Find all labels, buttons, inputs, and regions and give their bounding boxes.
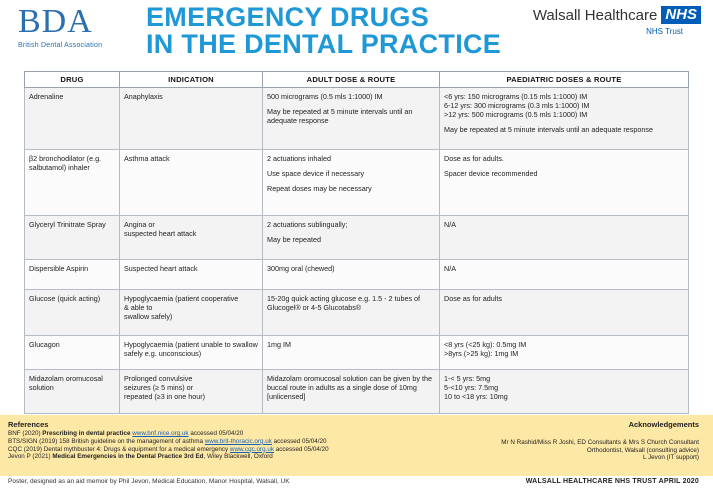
table-row bbox=[25, 88, 689, 150]
bottom-bar bbox=[0, 476, 713, 491]
column-header-adult-dose: ADULT DOSE & ROUTE bbox=[263, 72, 440, 88]
page-title bbox=[146, 4, 501, 58]
cell-line: suspected heart attack bbox=[124, 229, 197, 238]
reference-text: BNF (2020) bbox=[8, 430, 43, 437]
column-header-indication: INDICATION bbox=[120, 72, 263, 88]
cell-line: & able to bbox=[124, 303, 153, 312]
cell-line: Prolonged convulsive bbox=[124, 374, 193, 383]
cell-line: <6 yrs: 150 micrograms (0.15 mls 1:1000) IM bbox=[444, 92, 588, 101]
drug-cell bbox=[25, 260, 120, 290]
adult-dose-cell bbox=[263, 88, 440, 150]
drug-cell bbox=[25, 88, 120, 150]
acknowledgements-title: Acknowledgements bbox=[628, 420, 699, 429]
paediatric-dose-cell bbox=[440, 88, 689, 150]
drug-cell bbox=[25, 216, 120, 260]
reference-item bbox=[8, 446, 448, 454]
cell-line: Dose as for adults bbox=[444, 294, 502, 303]
trust-name: Walsall Healthcare bbox=[532, 6, 658, 24]
paediatric-dose-cell bbox=[440, 370, 689, 414]
cell-line: May be repeated at 5 minute intervals until an adequate response bbox=[444, 125, 653, 134]
acknowledgements-list bbox=[501, 439, 699, 462]
indication-cell bbox=[120, 216, 263, 260]
cell-line: Dose as for adults. bbox=[444, 154, 504, 163]
cell-line: 15-20g quick acting glucose e.g. 1.5 - 2 tubes of Glucogel® or 4-5 Glucotabs® bbox=[267, 294, 421, 312]
references-title: References bbox=[8, 420, 49, 429]
indication-cell bbox=[120, 88, 263, 150]
paediatric-dose-cell bbox=[440, 150, 689, 216]
cell-line: N/A bbox=[444, 264, 456, 273]
drug-cell bbox=[25, 336, 120, 370]
adult-dose-cell bbox=[263, 290, 440, 336]
cell-line: 300mg oral (chewed) bbox=[267, 264, 335, 273]
drugs-table bbox=[24, 71, 689, 414]
footer bbox=[0, 415, 713, 476]
drug-cell bbox=[25, 290, 120, 336]
cell-line: Midazolam oromucosal solution bbox=[29, 374, 103, 392]
references-list bbox=[8, 430, 448, 461]
reference-title: Medical Emergencies in the Dental Practice 3rd Ed bbox=[52, 453, 204, 461]
table-row bbox=[25, 336, 689, 370]
cell-line: >12 yrs: 500 micrograms (0.5 mls 1:1000) IM bbox=[444, 110, 588, 119]
cell-line: 5-<10 yrs: 7.5mg bbox=[444, 383, 499, 392]
reference-link[interactable]: www.cqc.org.uk bbox=[229, 445, 274, 453]
nhs-logo-block bbox=[533, 6, 701, 36]
nhs-logo: NHS bbox=[661, 6, 701, 24]
reference-suffix: accessed 05/04/20 bbox=[273, 445, 329, 453]
paediatric-dose-cell bbox=[440, 260, 689, 290]
cell-line: 10 to <18 yrs: 10mg bbox=[444, 392, 508, 401]
indication-cell bbox=[120, 150, 263, 216]
table-row bbox=[25, 370, 689, 414]
cell-line: β2 bronchodilator (e.g. salbutamol) inhaler bbox=[29, 154, 102, 172]
acknowledgement-line: Mr N Rashid/Miss R Joshi, ED Consultants & Mrs S Church Consultant bbox=[501, 439, 699, 446]
reference-suffix: accessed 05/04/20 bbox=[188, 430, 244, 437]
indication-cell bbox=[120, 260, 263, 290]
reference-link[interactable]: www.bnf.nice.org.uk bbox=[132, 430, 189, 437]
reference-title: Prescribing in dental practice bbox=[42, 430, 131, 437]
cell-line: Hypoglycaemia (patient cooperative bbox=[124, 294, 239, 303]
cell-line: Asthma attack bbox=[124, 154, 170, 163]
cell-line: seizures (≥ 5 mins) or bbox=[124, 383, 194, 392]
drugs-table-wrap bbox=[24, 71, 688, 411]
reference-suffix: accessed 05/04/20 bbox=[271, 437, 327, 445]
reference-item bbox=[8, 453, 448, 461]
table-row bbox=[25, 260, 689, 290]
adult-dose-cell bbox=[263, 260, 440, 290]
table-row bbox=[25, 216, 689, 260]
bda-subtitle: British Dental Association bbox=[18, 42, 103, 49]
header bbox=[0, 0, 713, 68]
reference-suffix: , Wiley Blackwell, Oxford bbox=[203, 453, 273, 461]
adult-dose-cell bbox=[263, 370, 440, 414]
cell-line: Anaphylaxis bbox=[124, 92, 163, 101]
bda-logo-block bbox=[18, 4, 102, 49]
drug-cell bbox=[25, 150, 120, 216]
cell-line: 500 micrograms (0.5 mls 1:1000) IM bbox=[267, 92, 383, 101]
indication-cell bbox=[120, 336, 263, 370]
cell-line: 6-12 yrs: 300 micrograms (0.3 mls 1:1000) IM bbox=[444, 101, 590, 110]
cell-line: Glyceryl Trinitrate Spray bbox=[29, 220, 106, 229]
reference-text: BTS/SIGN (2019) 158 British guideline on the management of asthma bbox=[8, 437, 205, 445]
indication-cell bbox=[120, 290, 263, 336]
drug-cell bbox=[25, 370, 120, 414]
paediatric-dose-cell bbox=[440, 216, 689, 260]
nhs-trust-label: NHS Trust bbox=[646, 27, 683, 36]
cell-line: <8 yrs (<25 kg): 0.5mg IM bbox=[444, 340, 527, 349]
table-row bbox=[25, 290, 689, 336]
cell-line: Repeat doses may be necessary bbox=[267, 184, 372, 193]
cell-line: Hypoglycaemia (patient unable to swallow safely e.g. unconscious) bbox=[124, 340, 258, 358]
cell-line: Glucose (quick acting) bbox=[29, 294, 101, 303]
poster-note: Poster, designed as an aid memoir by Phil Jevon, Medical Education, Manor Hospital, Walsall, UK bbox=[8, 478, 290, 485]
bda-logo: BDA bbox=[18, 3, 93, 40]
title-line-2: IN THE DENTAL PRACTICE bbox=[146, 29, 502, 59]
title-line-1: EMERGENCY DRUGS bbox=[146, 2, 430, 32]
cell-line: Adrenaline bbox=[29, 92, 64, 101]
trust-date: WALSALL HEALTHCARE NHS TRUST APRIL 2020 bbox=[525, 478, 699, 485]
adult-dose-cell bbox=[263, 150, 440, 216]
cell-line: Midazolam oromucosal solution can be given by the buccal route in adults as a single dose of 10mg [unlicensed] bbox=[267, 374, 433, 401]
cell-line: Spacer device recommended bbox=[444, 169, 538, 178]
paediatric-dose-cell bbox=[440, 336, 689, 370]
cell-line: 1mg IM bbox=[267, 340, 291, 349]
reference-item bbox=[8, 430, 448, 438]
cell-line: Use space device if necessary bbox=[267, 169, 365, 178]
table-header-row bbox=[25, 72, 689, 88]
adult-dose-cell bbox=[263, 336, 440, 370]
indication-cell bbox=[120, 370, 263, 414]
cell-line: swallow safely) bbox=[124, 312, 173, 321]
reference-text: Jevon P (2021) bbox=[8, 453, 53, 461]
cell-line: Dispersible Aspirin bbox=[29, 264, 89, 273]
cell-line: N/A bbox=[444, 220, 456, 229]
adult-dose-cell bbox=[263, 216, 440, 260]
cell-line: >8yrs (>25 kg): 1mg IM bbox=[444, 349, 519, 358]
cell-line: May be repeated at 5 minute intervals until an adequate response bbox=[267, 107, 413, 125]
cell-line: 1-< 5 yrs: 5mg bbox=[444, 374, 491, 383]
cell-line: Glucagon bbox=[29, 340, 60, 349]
column-header-paediatric-dose: PAEDIATRIC DOSES & ROUTE bbox=[440, 72, 689, 88]
cell-line: repeated (≥3 in one hour) bbox=[124, 392, 206, 401]
cell-line: 2 actuations inhaled bbox=[267, 154, 331, 163]
cell-line: Angina or bbox=[124, 220, 155, 229]
reference-item bbox=[8, 438, 448, 446]
column-header-drug: DRUG bbox=[25, 72, 120, 88]
table-row bbox=[25, 150, 689, 216]
cell-line: 2 actuations sublingually; bbox=[267, 220, 348, 229]
acknowledgement-line: L Jevon (IT support) bbox=[643, 454, 699, 462]
acknowledgement-line: Orthodontist, Walsall (consulting advice) bbox=[586, 446, 699, 454]
paediatric-dose-cell bbox=[440, 290, 689, 336]
reference-text: CQC (2019) Dental mythbuster 4: Drugs & equipment for a medical emergency bbox=[8, 445, 230, 453]
reference-link[interactable]: www.brit-thoracic.org.uk bbox=[204, 437, 272, 445]
cell-line: Suspected heart attack bbox=[124, 264, 198, 273]
cell-line: May be repeated bbox=[267, 235, 321, 244]
